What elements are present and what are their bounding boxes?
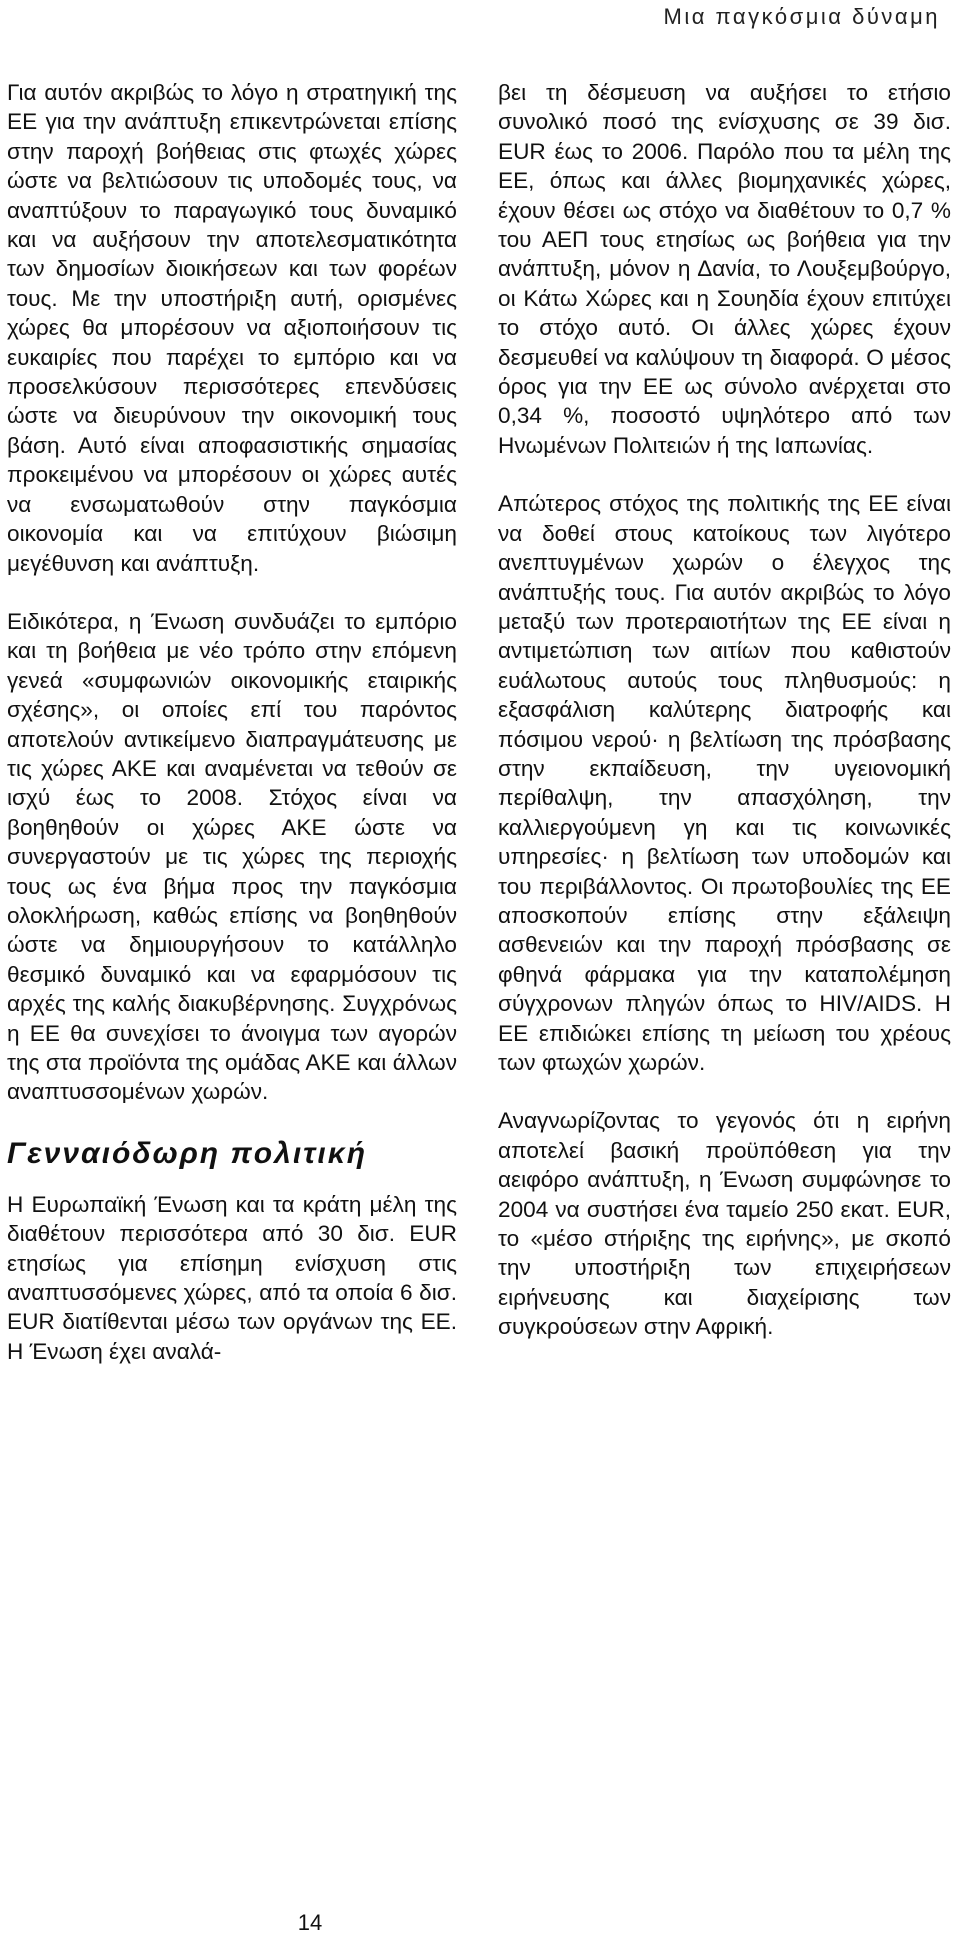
running-header: Μια παγκόσμια δύναμη bbox=[663, 4, 940, 29]
section-heading: Γενναιόδωρη πολιτική bbox=[7, 1136, 368, 1170]
paragraph: βει τη δέσμευση να αυξήσει το ετήσιο συνολικό ποσό της ενίσχυσης σε 39 δισ. EUR έως το 2006. Παρόλο που τα μέλη της ΕΕ, όπως και άλλες βιομηχανικές χώρες, έχουν θέσει ως στόχο να διαθέτουν το 0,7 % του ΑΕΠ τους ετησίως ως βοήθεια για την ανάπτυξη, μόνον η Δανία, το Λουξεμβούργο, οι Κάτω Χώρες και η Σουηδία έχουν επιτύχει το στόχο αυτό. Οι άλλες χώρες έχουν δεσμευθεί να καλύψουν τη διαφορά. Ο μέσος όρος για την ΕΕ ως σύνολο ανέρχεται στο 0,34 %, ποσοστό υψηλότερο από των Ηνωμένων Πολιτειών ή της Ιαπωνίας. bbox=[498, 80, 951, 458]
paragraph: Η Ευρωπαϊκή Ένωση και τα κράτη μέλη της διαθέτουν περισσότερα από 30 δισ. EUR ετησίως για επίσημη ενίσχυση στις αναπτυσσόμενες χώρες, από τα οποία 6 δισ. EUR διατίθενται μέσω των οργάνων της ΕΕ. Η Ένωση έχει αναλά- bbox=[7, 1191, 457, 1364]
paragraph: Ειδικότερα, η Ένωση συνδυάζει το εμπόριο και τη βοήθεια με νέο τρόπο στην επόμενη γενεά «συμφωνιών οικονομικής εταιρικής σχέσης», οι οποίες επί του παρόντος αποτελούν αντικείμενο διαπραγμάτευσης με τις χώρες ΑΚΕ και αναμένεται να τεθούν σε ισχύ έως το 2008. Στόχος είναι να βοηθηθούν οι χώρες ΑΚΕ ώστε να συνεργαστούν με τις χώρες της περιοχής τους ως ένα βήμα προς την παγκόσμια ολοκλήρωση, καθώς επίσης να βοηθηθούν ώστε να δημιουργήσουν το κατάλληλο θεσμικό δυναμικό και να εφαρμόσουν τις αρχές της καλής διακυβέρνησης. Συγχρόνως η ΕΕ θα συνεχίσει το άνοιγμα των αγορών της στα προϊόντα της ομάδας ΑΚΕ και άλλων αναπτυσσομένων χωρών. bbox=[7, 608, 457, 1105]
left-column bbox=[7, 78, 457, 1366]
right-column bbox=[498, 78, 951, 1342]
paragraph: Απώτερος στόχος της πολιτικής της ΕΕ είναι να δοθεί στους κατοίκους των λιγότερο ανεπτυγμένων χωρών ο έλεγχος της ανάπτυξής τους. Για αυτόν ακριβώς το λόγο μεταξύ των προτεραιοτήτων της ΕΕ είναι η αντιμετώπιση των αιτίων που καθιστούν ευάλωτους αυτούς τους πληθυσμούς: η εξασφάλιση καλύτερης διατροφής και πόσιμου νερού· η βελτίωση της πρόσβασης στην εκπαίδευση, την υγειονομική περίθαλψη, την απασχόληση, την καλλιεργούμενη γη και τις κοινωνικές υπηρεσίες· η βελτίωση των υποδομών και του περιβάλλοντος. Οι πρωτοβουλίες της ΕΕ αποσκοπούν επίσης στην εξάλειψη ασθενειών και την παροχή πρόσβασης σε φθηνά φάρμακα για την καταπολέμηση σύγχρονων πληγών όπως το HIV/AIDS. Η ΕΕ επιδιώκει επίσης τη μείωση του χρέους των φτωχών χωρών. bbox=[498, 491, 951, 1075]
paragraph: Αναγνωρίζοντας το γεγονός ότι η ειρήνη αποτελεί βασική προϋπόθεση για την αειφόρο ανάπτυξη, η Ένωση συμφώνησε το 2004 να συστήσει ένα ταμείο 250 εκατ. EUR, το «μέσο στήριξης της ειρήνης», με σκοπό την υποστήριξη των επιχειρήσεων ειρήνευσης και διαχείρισης των συγκρούσεων στην Αφρική. bbox=[498, 1108, 951, 1340]
paragraph: Για αυτόν ακριβώς το λόγο η στρατηγική της ΕΕ για την ανάπτυξη επικεντρώνεται επίσης στην παροχή βοήθειας στις φτωχές χώρες ώστε να βελτιώσουν τις υποδομές τους, να αναπτύξουν το παραγωγικό τους δυναμικό και να αυξήσουν την αποτελεσματικότητα των δημοσίων διοικήσεων και των φορέων τους. Με την υποστήριξη αυτή, ορισμένες χώρες θα μπορέσουν να αξιοποιήσουν τις ευκαιρίες που παρέχει το εμπόριο και να προσελκύσουν περισσότερες επενδύσεις ώστε να διευρύνουν την οικονομική τους βάση. Αυτό είναι αποφασιστικής σημασίας προκειμένου να μπορέσουν οι χώρες αυτές να ενσωματωθούν στην παγκόσμια οικονομία και να επιτύχουν βιώσιμη μεγέθυνση και ανάπτυξη. bbox=[7, 80, 457, 576]
page-number: 14 bbox=[297, 1910, 323, 1935]
